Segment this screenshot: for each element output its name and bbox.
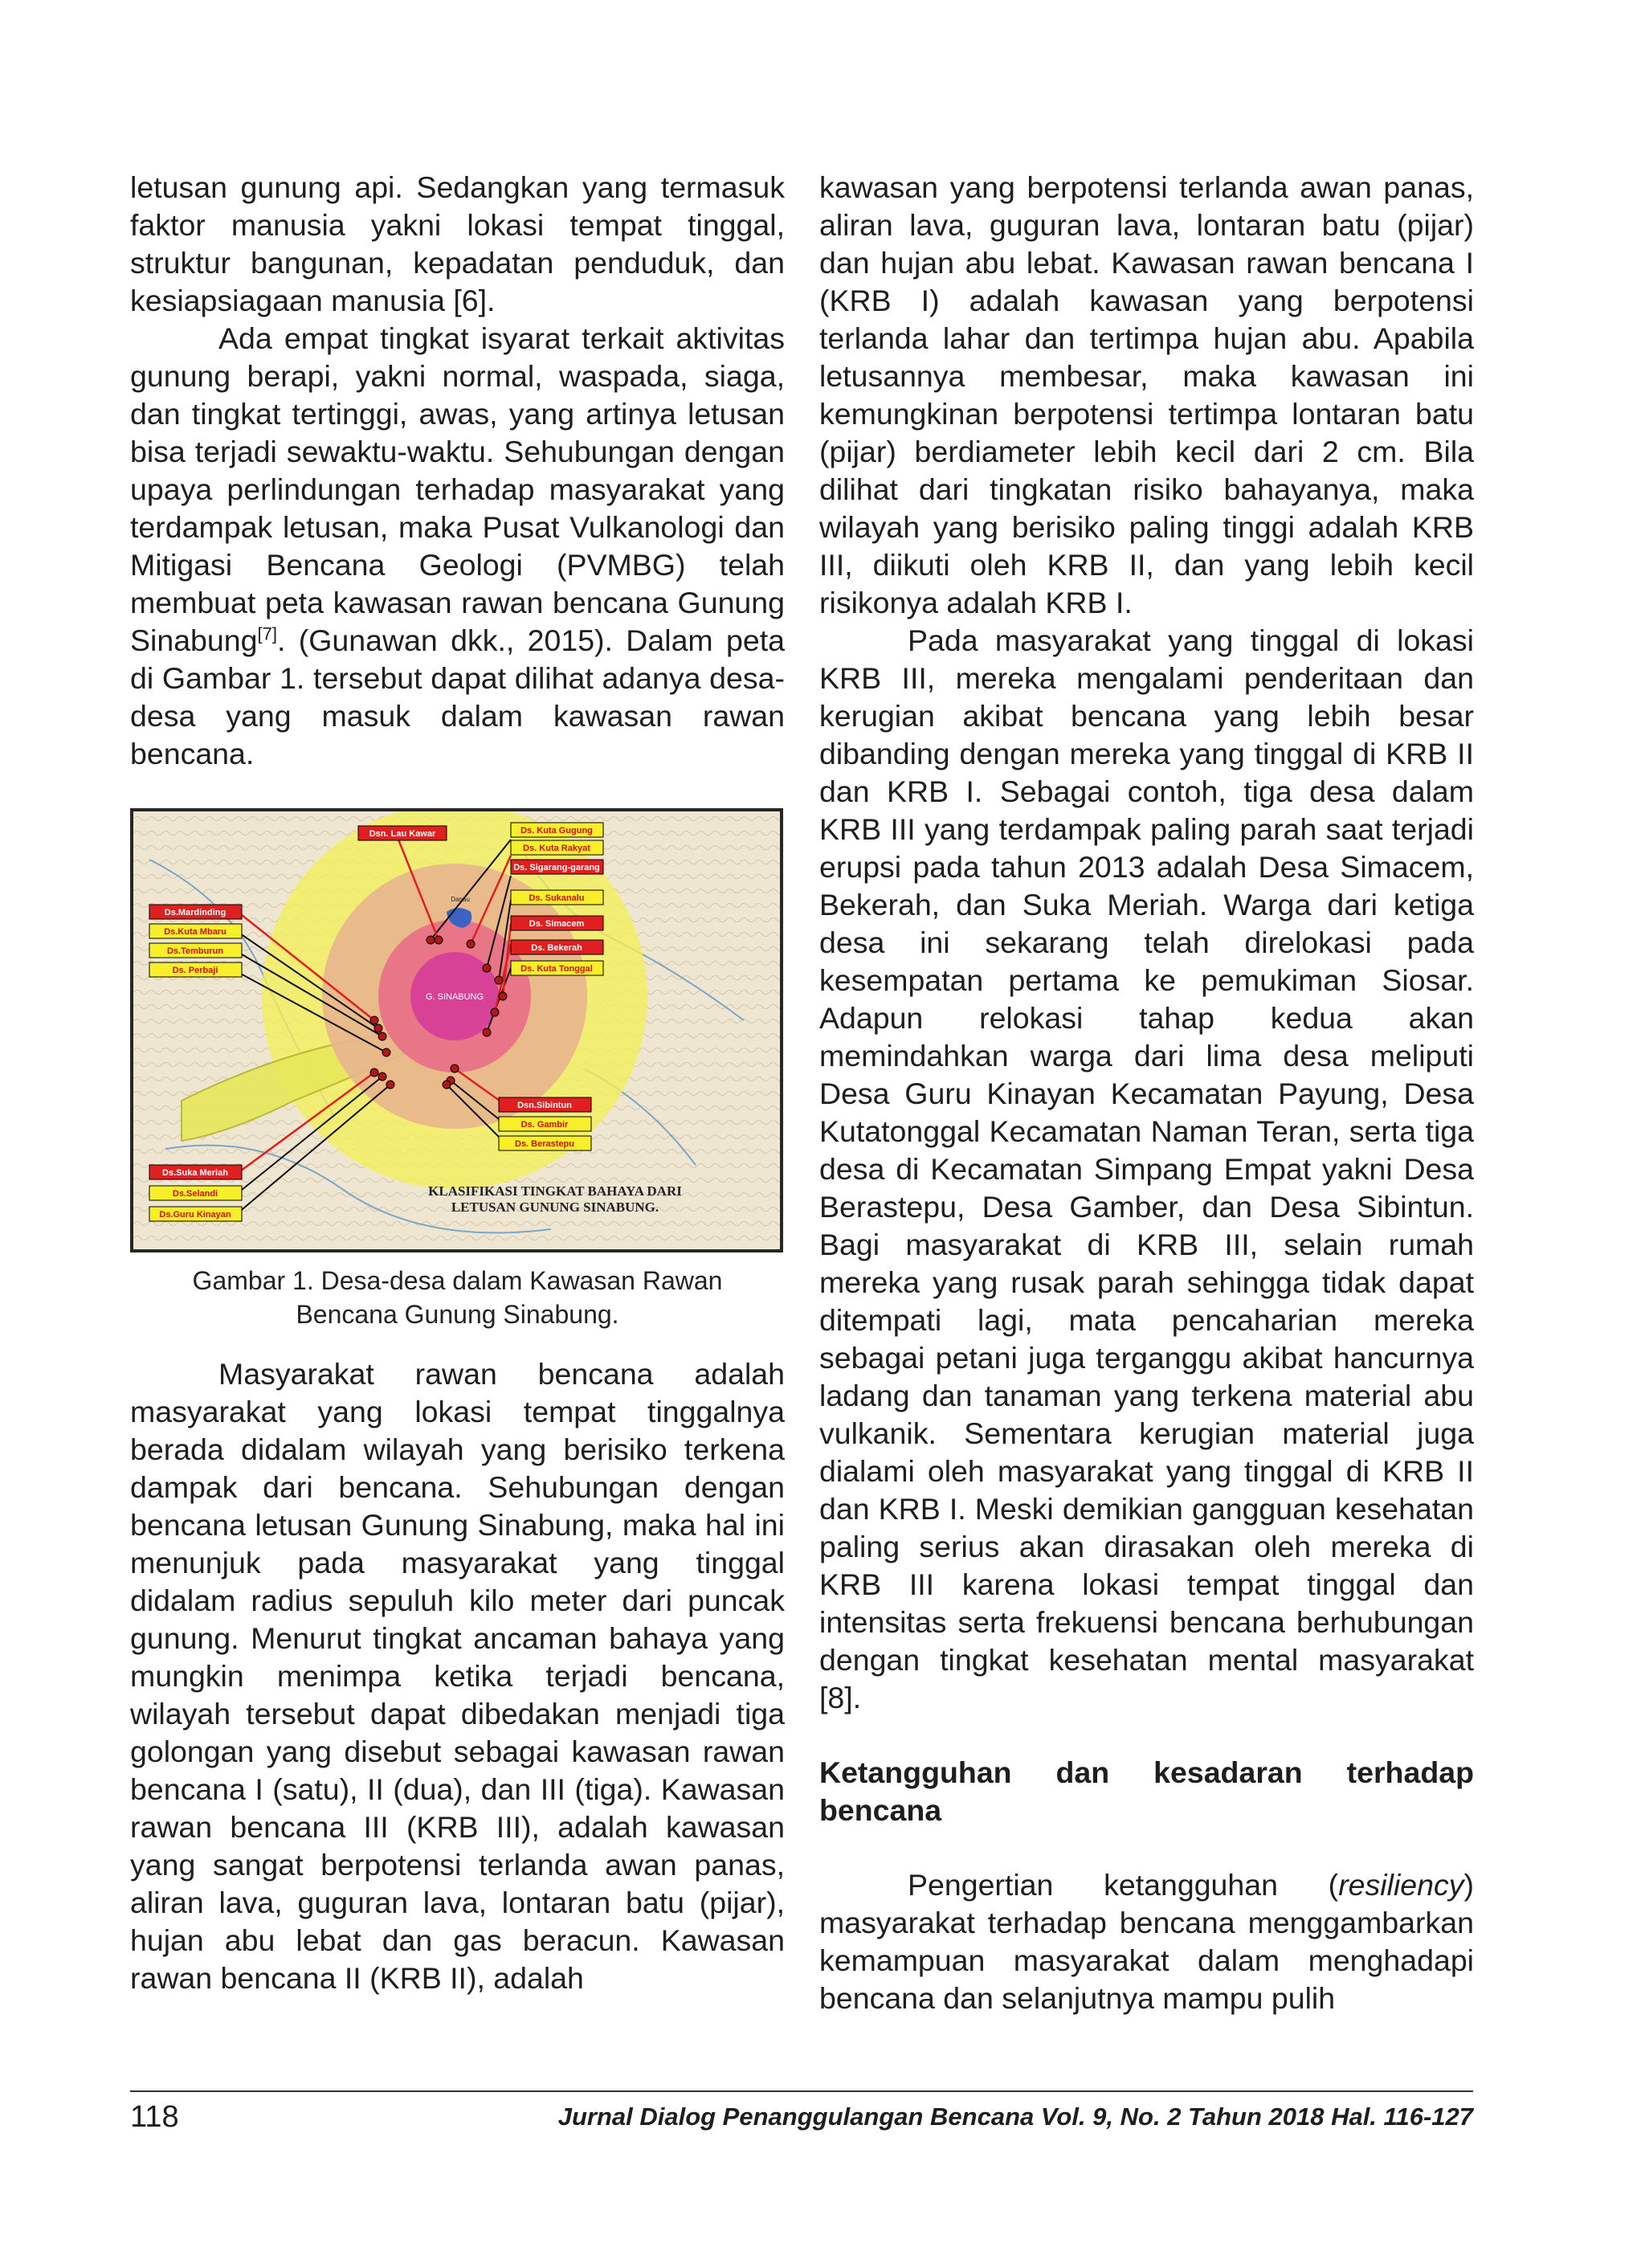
map-label-yellow-10	[149, 1186, 242, 1200]
svg-text:Ds.Temburun: Ds.Temburun	[166, 946, 224, 956]
paragraph-left-3: Masyarakat rawan bencana adalah masyarakat yang lokasi tempat tinggalnya berada didalam wilayah yang berisiko terkena dampak dari bencana. Sehubungan dengan bencana letusan Gunung Sinabung, maka hal ini menunjuk pada masyarakat yang tinggal didalam radius sepuluh kilo meter dari puncak gunung. Menurut tingkat ancaman bahaya yang mungkin menimpa ketika terjadi bencana, wilayah tersebut dapat dibedakan menjadi tiga golongan yang disebut sebagai kawasan rawan bencana I (satu), II (dua), dan III (tiga). Kawasan rawan bencana III (KRB III), adalah kawasan yang sangat berpotensi terlanda awan panas, aliran lava, guguran lava, lontaran batu (pijar), hujan abu lebat dan gas beracun. Kawasan rawan bencana II (KRB II), adalah	[130, 1357, 785, 1995]
paragraph-left-1: letusan gunung api. Sedangkan yang termasuk faktor manusia yakni lokasi tempat tinggal, struktur bangunan, kepadatan penduduk, dan kesiapsiagaan manusia [6].	[130, 170, 785, 317]
svg-text:Ds.Mardinding: Ds.Mardinding	[164, 908, 227, 917]
map-label-yellow-4	[511, 823, 603, 837]
paragraph-right-3	[819, 1866, 1474, 2017]
svg-text:Ds. Kuta Tonggal: Ds. Kuta Tonggal	[520, 964, 593, 974]
map-label-red-1	[358, 826, 447, 840]
map-label-yellow-6	[511, 890, 603, 905]
paragraph-right-3-end: ) masyarakat terhadap bencana menggambarkan kemampuan masyarakat dalam menghadapi bencana dan selanjutnya mampu pulih	[819, 1868, 1474, 2015]
map-title-line2: LETUSAN GUNUNG SINABUNG.	[451, 1199, 659, 1215]
caption-line-2: Bencana Gunung Sinabung.	[296, 1300, 619, 1329]
svg-text:Dsn. Lau Kawar: Dsn. Lau Kawar	[369, 829, 436, 839]
svg-text:Ds. Kuta Gugung: Ds. Kuta Gugung	[520, 826, 593, 836]
map-label-red-2	[149, 905, 242, 919]
map-label-red-5	[511, 940, 603, 954]
svg-text:Ds. Bekerah: Ds. Bekerah	[531, 943, 582, 953]
svg-text:Ds.Selandi: Ds.Selandi	[172, 1189, 218, 1199]
svg-text:Ds.Guru Kinayan: Ds.Guru Kinayan	[159, 1210, 231, 1220]
journal-reference: Jurnal Dialog Penanggulangan Bencana Vol. 9, No. 2 Tahun 2018 Hal. 116-127	[557, 2102, 1473, 2131]
paragraph-left-2-tail: . (Gunawan dkk., 2015). Dalam peta di Gambar 1. tersebut dapat dilihat adanya desa- desa yang masuk dalam kawasan rawan bencana.	[130, 623, 785, 770]
figure-caption	[130, 1264, 785, 1331]
hazard-map	[133, 811, 780, 1249]
caption-line-1: Gambar 1. Desa-desa dalam Kawasan Rawan	[192, 1266, 723, 1295]
paragraph-left-2-text: Ada empat tingkat isyarat terkait aktivitas gunung berapi, yakni normal, waspada, siaga, dan tingkat tertinggi, awas, yang artinya letusan bisa terjadi sewaktu-waktu. Sehubungan dengan upaya perlindungan terhadap masyarakat yang terdampak letusan, maka Pusat Vulkanologi dan Mitigasi Bencana Geologi (PVMBG) telah membuat peta kawasan rawan bencana Gunung Sinabung	[130, 321, 785, 657]
map-label-yellow-11	[149, 1207, 242, 1221]
svg-text:Ds. Kuta Rakyat: Ds. Kuta Rakyat	[523, 844, 590, 853]
svg-text:Ds. Berastepu: Ds. Berastepu	[515, 1139, 574, 1149]
map-label-yellow-2	[149, 943, 242, 958]
map-label-red-4	[511, 916, 603, 930]
svg-text:Ds. Perbaji: Ds. Perbaji	[172, 966, 218, 975]
svg-text:Ds. Sigarang-garang: Ds. Sigarang-garang	[513, 863, 600, 872]
map-title-line1: KLASIFIKASI TINGKAT BAHAYA DARI	[428, 1183, 682, 1199]
svg-text:Ds. Simacem: Ds. Simacem	[529, 919, 585, 929]
term-resiliency: resiliency	[1338, 1868, 1464, 1902]
svg-text:Dsn.Sibintun: Dsn.Sibintun	[517, 1101, 572, 1110]
svg-text:Ds. Sukanalu: Ds. Sukanalu	[529, 893, 585, 903]
paragraph-right-1: kawasan yang berpotensi terlanda awan panas, aliran lava, guguran lava, lontaran batu (pijar) dan hujan abu lebat. Kawasan rawan bencana I (KRB I) adalah kawasan yang berpotensi terlanda lahar dan tertimpa hujan abu. Apabila letusannya membesar, maka kawasan ini kemungkinan berpotensi tertimpa lontaran batu (pijar) berdiameter lebih kecil dari 2 cm. Bila dilihat dari tingkatan risiko bahayanya, maka wilayah yang berisiko paling tinggi adalah KRB III, diikuti oleh KRB II, dan yang lebih kecil risikonya adalah KRB I.	[819, 170, 1474, 619]
figure-hazard-map	[130, 808, 783, 1253]
map-label-yellow-3	[149, 962, 242, 977]
map-label-yellow-8	[499, 1117, 591, 1131]
paragraph-left-2	[130, 320, 785, 773]
svg-text:Danau: Danau	[451, 896, 470, 903]
footer-rule	[130, 2090, 1473, 2092]
map-label-red-3	[511, 860, 603, 874]
citation-7: [7]	[257, 623, 277, 644]
crater-label: G. SINABUNG	[425, 992, 484, 1002]
map-label-yellow-5	[511, 840, 603, 855]
map-label-red-7	[149, 1165, 242, 1179]
map-label-yellow-1	[149, 924, 242, 938]
svg-text:Ds. Gambir: Ds. Gambir	[520, 1120, 569, 1130]
right-column	[819, 169, 1474, 2017]
map-label-red-6	[499, 1097, 591, 1112]
left-column	[130, 169, 785, 1997]
svg-text:Ds.Suka Meriah: Ds.Suka Meriah	[162, 1168, 228, 1178]
map-label-yellow-9	[499, 1136, 591, 1150]
page-number: 118	[130, 2100, 179, 2134]
svg-text:Ds.Kuta Mbaru: Ds.Kuta Mbaru	[164, 927, 227, 937]
map-label-yellow-7	[511, 961, 603, 975]
paragraph-right-2: Pada masyarakat yang tinggal di lokasi KRB III, mereka mengalami penderitaan dan kerugian akibat bencana yang lebih besar dibanding dengan mereka yang tinggal di KRB II dan KRB I. Sebagai contoh, tiga desa dalam KRB III yang terdampak paling parah saat terjadi erupsi pada tahun 2013 adalah Desa Simacem, Bekerah, dan Suka Meriah. Warga dari ketiga desa ini sekarang telah direlokasi pada kesempatan pertama ke pemukiman Siosar. Adapun relokasi tahap kedua akan memindahkan warga dari lima desa meliputi Desa Guru Kinayan Kecamatan Payung, Desa Kutatonggal Kecamatan Naman Teran, serta tiga desa di Kecamatan Simpang Empat yakni Desa Berastepu, Desa Gamber, dan Desa Sibintun. Bagi masyarakat di KRB III, selain rumah mereka yang rusak parah sehingga tidak dapat ditempati lagi, mata pencaharian mereka sebagai petani juga terganggu akibat hancurnya ladang dan tanaman yang terkena material abu vulkanik. Sementara kerugian material juga dialami oleh masyarakat yang tinggal di KRB II dan KRB I. Meski demikian gangguan kesehatan paling serius akan dirasakan oleh mereka di KRB III karena lokasi tempat tinggal dan intensitas serta frekuensi bencana berhubungan dengan tingkat kesehatan mental masyarakat [8].	[819, 623, 1474, 1714]
paragraph-right-3-start: Pengertian ketangguhan (	[908, 1868, 1339, 1902]
section-heading: Ketangguhan dan kesadaran terhadap bencana	[819, 1755, 1474, 1827]
